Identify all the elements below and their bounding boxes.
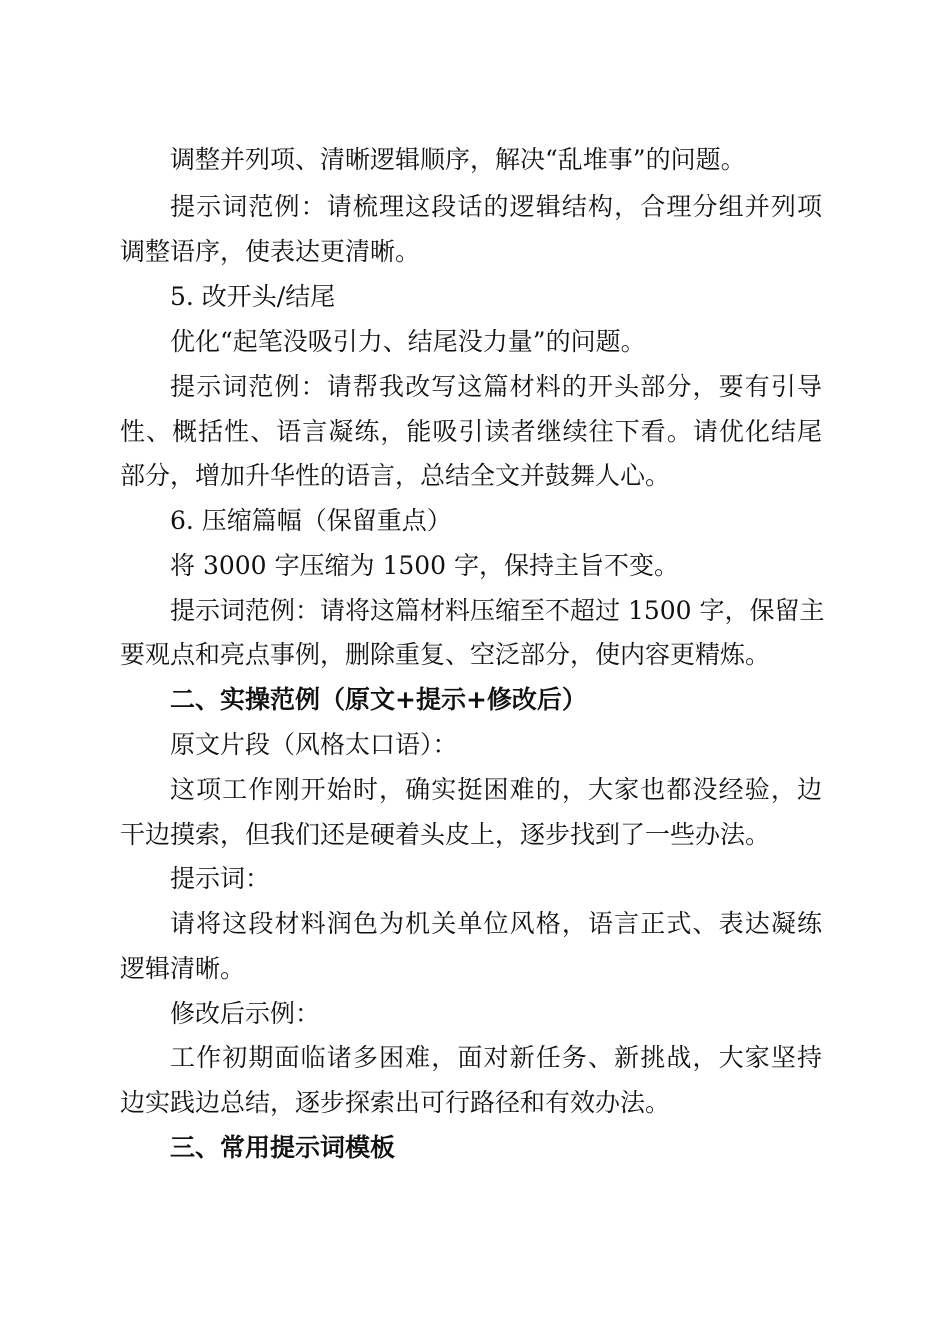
section-title: 三、常用提示词模板: [170, 1133, 396, 1162]
paragraph-text: 将 3000 字压缩为 1500 字，保持主旨不变。: [170, 551, 680, 580]
paragraph-label: 提示词：: [170, 864, 271, 893]
paragraph-text: 部分，增加升华性的语言，总结全文并鼓舞人心。: [120, 461, 671, 490]
section-heading: 5. 改开头/结尾: [170, 282, 336, 311]
paragraph-text: 边实践边总结，逐步探索出可行路径和有效办法。: [120, 1088, 671, 1117]
paragraph-text: 提示词范例：请梳理这段话的逻辑结构，合理分组并列项: [170, 192, 822, 221]
paragraph-text: 性、概括性、语言凝练，能吸引读者继续往下看。请优化结尾: [120, 417, 822, 446]
paragraph-label: 原文片段（风格太口语）：: [170, 730, 458, 759]
paragraph-text: 提示词范例：请将这篇材料压缩至不超过 1500 字，保留主: [170, 596, 825, 625]
paragraph-text: 优化“起笔没吸引力、结尾没力量”的问题。: [170, 327, 646, 356]
paragraph-text: 逻辑清晰。: [120, 954, 246, 983]
paragraph-text: 调整并列项、清晰逻辑顺序，解决“乱堆事”的问题。: [170, 145, 746, 174]
paragraph-text: 要观点和亮点事例，删除重复、空泛部分，使内容更精炼。: [120, 640, 771, 669]
paragraph-text: 请将这段材料润色为机关单位风格，语言正式、表达凝练: [170, 909, 822, 938]
paragraph-text: 这项工作刚开始时，确实挺困难的，大家也都没经验，边: [170, 775, 822, 804]
paragraph-text: 提示词范例：请帮我改写这篇材料的开头部分，要有引导: [170, 372, 822, 401]
section-heading: 6. 压缩篇幅（保留重点）: [170, 506, 452, 535]
paragraph-text: 调整语序，使表达更清晰。: [120, 237, 421, 266]
paragraph-label: 修改后示例：: [170, 999, 321, 1028]
section-title: 二、实操范例（原文+提示+修改后）: [170, 685, 587, 714]
paragraph-text: 工作初期面临诸多困难，面对新任务、新挑战，大家坚持: [170, 1043, 822, 1072]
paragraph-text: 干边摸索，但我们还是硬着头皮上，逐步找到了一些办法。: [120, 820, 771, 849]
